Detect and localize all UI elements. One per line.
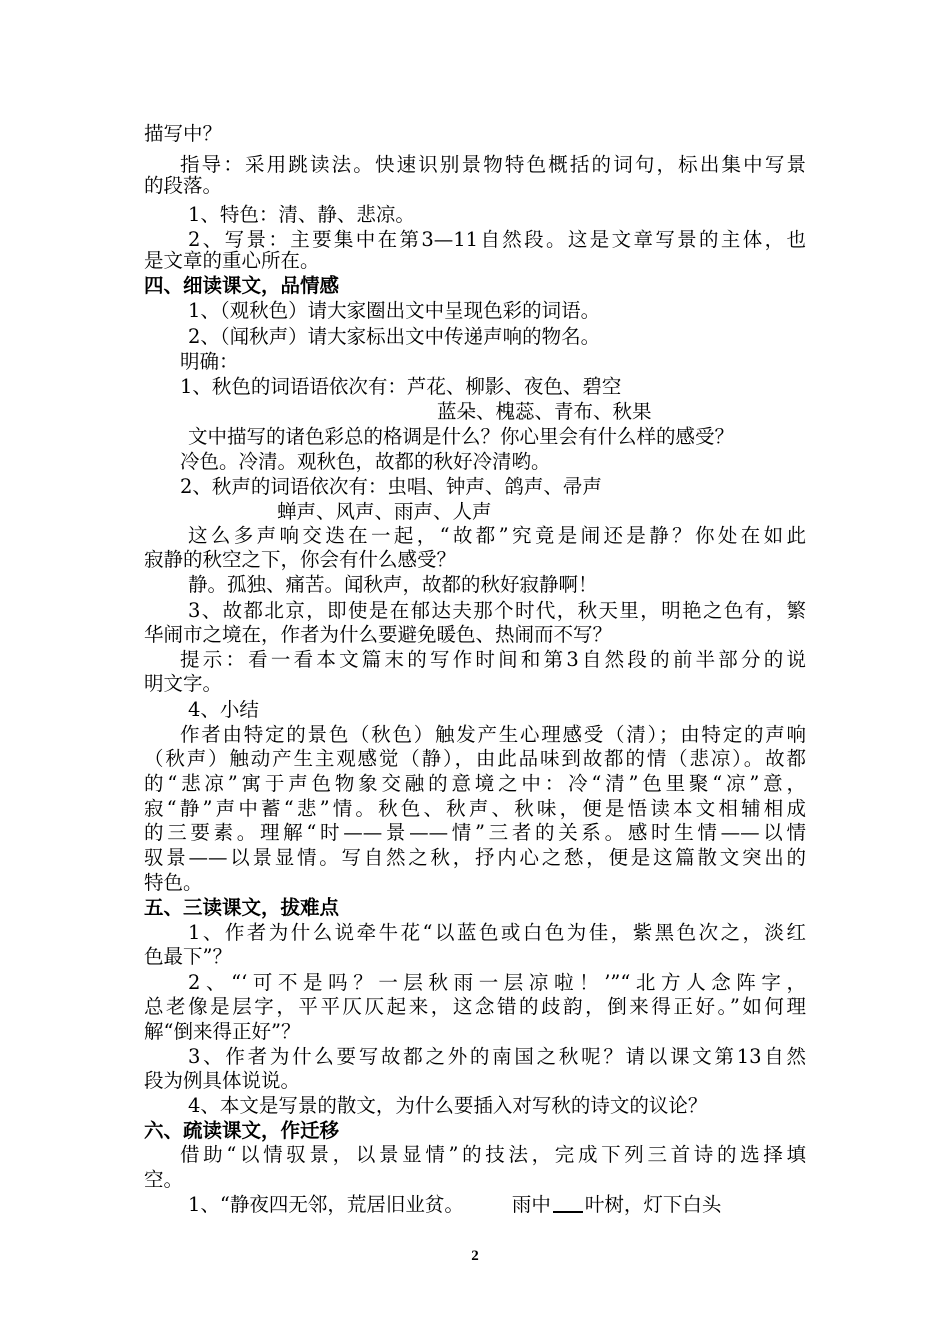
text-line: 是文章的重心所在。: [144, 249, 320, 272]
text-line: 寂“静”声中蓄“悲”情。秋色、秋声、秋味，便是悟读本文相辅相成: [144, 797, 806, 820]
text-line: 蝉声、风声、雨声、人声: [277, 500, 492, 523]
text-line: 1、作者为什么说牵牛花“以蓝色或白色为佳，紫黑色次之，淡红: [188, 921, 806, 944]
text-line: 2、“‘可不是吗？一层秋雨一层凉啦！’”“北方人念阵字，: [188, 971, 806, 994]
text-line: 4、小结: [188, 698, 259, 721]
text-line: 3、故都北京，即使是在郁达夫那个时代，秋天里，明艳之色有，繁: [188, 599, 806, 622]
text-line: 1、特色：清、静、悲凉。: [188, 203, 415, 226]
text-line: 静。孤独、痛苦。闻秋声，故都的秋好寂静啊！: [188, 573, 598, 596]
page-number: 2: [471, 1248, 479, 1264]
text-line: 解“倒来得正好”？: [144, 1020, 301, 1043]
section-heading: 五、三读课文，拔难点: [144, 896, 340, 919]
section-heading: 六、疏读课文，作迁移: [144, 1119, 340, 1142]
text-line: 2、写景：主要集中在第3—11自然段。这是文章写景的主体，也: [188, 228, 806, 251]
text-line: 1、秋色的词语语依次有：芦花、柳影、夜色、碧空: [180, 375, 622, 398]
text-line: 色最下”？: [144, 945, 232, 968]
text-line: 的三要素。理解“时——景——情”三者的关系。感时生情——以情: [144, 821, 806, 844]
section-heading: 四、细读课文，品情感: [144, 274, 340, 297]
text-line: 特色。: [144, 871, 203, 894]
text-line: 寂静的秋空之下，你会有什么感受？: [144, 548, 457, 571]
fill-blank: [553, 1193, 583, 1213]
text-line: 4、本文是写景的散文，为什么要插入对写秋的诗文的议论？: [188, 1094, 708, 1117]
text-line: 借助“以情驭景，以景显情”的技法，完成下列三首诗的选择填: [180, 1143, 806, 1166]
poem-text: 叶树，灯下白头: [584, 1193, 722, 1216]
text-line: 3、作者为什么要写故都之外的南国之秋呢？请以课文第13自然: [188, 1045, 806, 1068]
text-line: 文中描写的诸色彩总的格调是什么？你心里会有什么样的感受？: [188, 425, 735, 448]
text-line: 冷色。冷清。观秋色，故都的秋好冷清哟。: [180, 450, 551, 473]
text-line: （秋声）触动产生主观感觉（静），由此品味到故都的情（悲凉）。故都: [144, 747, 806, 770]
text-line: 2、（闻秋声）请大家标出文中传递声响的物名。: [188, 325, 601, 348]
text-line: 明文字。: [144, 672, 223, 695]
text-line: 描写中？: [144, 122, 223, 145]
text-line-with-blank: [188, 1190, 806, 1220]
poem-text: 1、“静夜四无邻，荒居旧业贫。: [188, 1193, 464, 1216]
text-line: 蓝朵、槐蕊、青布、秋果: [437, 400, 652, 423]
text-line: 指导：采用跳读法。快速识别景物特色概括的词句，标出集中写景: [180, 153, 806, 176]
text-line: 总老像是层字，平平仄仄起来，这念错的歧韵，倒来得正好。”如何理: [144, 995, 806, 1018]
text-line: 1、（观秋色）请大家圈出文中呈现色彩的词语。: [188, 299, 601, 322]
text-line: 这么多声响交迭在一起，“故都”究竟是闹还是静？你处在如此: [188, 524, 806, 547]
text-line: 空。: [144, 1168, 184, 1191]
text-line: 明确：: [180, 350, 239, 373]
text-line: 的“悲凉”寓于声色物象交融的意境之中：冷“清”色里聚“凉”意，: [144, 772, 806, 795]
text-line: 2、秋声的词语依次有：虫唱、钟声、鸽声、帚声: [180, 475, 602, 498]
text-line: 驭景——以景显情。写自然之秋，抒内心之愁，便是这篇散文突出的: [144, 846, 806, 869]
poem-text: 雨中: [511, 1193, 551, 1216]
text-line: 段为例具体说说。: [144, 1069, 301, 1092]
text-line: 的段落。: [144, 174, 223, 197]
text-line: 作者由特定的景色（秋色）触发产生心理感受（清）；由特定的声响: [180, 723, 806, 746]
text-line: 提示：看一看本文篇末的写作时间和第3自然段的前半部分的说: [180, 648, 806, 671]
text-line: 华闹市之境在，作者为什么要避免暖色、热闹而不写？: [144, 623, 613, 646]
